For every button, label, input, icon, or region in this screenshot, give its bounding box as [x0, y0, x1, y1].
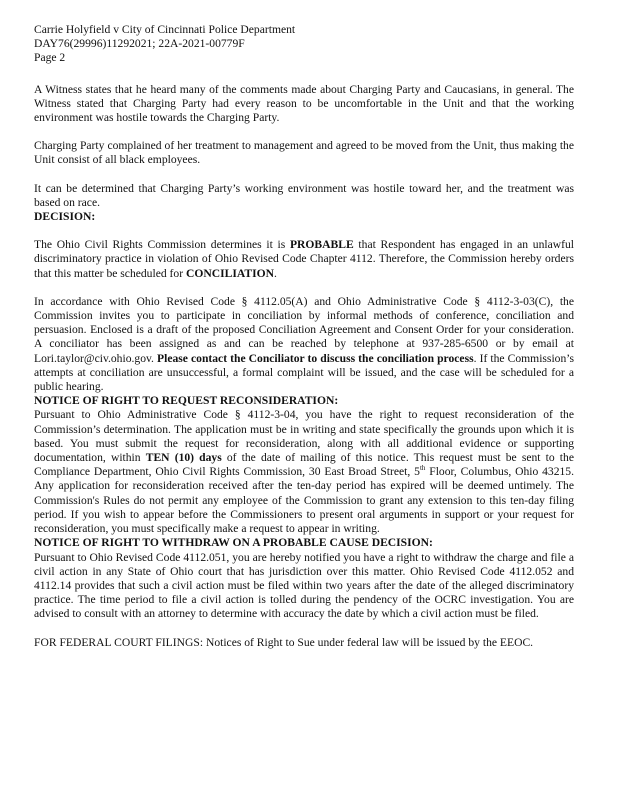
reconsideration-text-2: of the date of mailing of this notice. This request must be sent to the Compliance Department, Ohio Civil Rights Commission, 30 East Broad Street, 5 — [34, 451, 574, 479]
case-number: DAY76(29996)11292021; 22A-2021-00779F — [34, 37, 245, 51]
determined-paragraph: It can be determined that Charging Party’s working environment was hostile toward her, and the treatment was based on race. — [34, 181, 574, 209]
complained-paragraph: Charging Party complained of her treatment to management and agreed to be moved from the Unit, thus making the Unit consist of all black employees. — [34, 139, 574, 167]
decision-text-3: . — [274, 266, 277, 280]
reconsideration-paragraph — [34, 408, 574, 536]
page-number: Page 2 — [34, 51, 66, 65]
reconsideration-heading: NOTICE OF RIGHT TO REQUEST RECONSIDERATION: — [34, 394, 339, 408]
reconsideration-text-1: Pursuant to Ohio Administrative Code § 4112-3-04, you have the right to request reconsideration of the Commission’s determination. The application must be in writing and state specifically the grounds upon which it is based. You must submit the request for reconsideration, along with all additional evidence or supporting documentation, within — [34, 408, 574, 465]
decision-heading: DECISION: — [34, 210, 96, 224]
reconsideration-deadline: TEN (10) days — [145, 451, 222, 465]
case-header — [34, 23, 574, 66]
conciliation-text-1: In accordance with Ohio Revised Code § 4112.05(A) and Ohio Administrative Code § 4112-3-03(C), the Commission invites you to participate in conciliation by informal methods of conference, conciliation and persuasion. Enclosed is a draft of the proposed Conciliation Agreement and Consent Order for your consideration. A conciliator has been assigned as and can be reached by telephone at 937-285-6500 or by email at Lori.taylor@civ.ohio.gov. — [34, 294, 574, 365]
reconsideration-text-3: Floor, Columbus, Ohio 43215. Any application for reconsideration received after the ten-day period has expired will be deemed untimely. The Commission's Rules do not permit any employee of the Commission to grant any extension to this ten-day filing period. If you wish to appear before the Commissioners to present oral arguments in support or your request for reconsideration, you must specifically make a request to appear in writing. — [34, 465, 574, 536]
conciliation-text-2: . If the Commission’s attempts at conciliation are unsuccessful, a formal complaint will be issued, and the case will be scheduled for a public hearing. — [34, 351, 574, 394]
decision-conciliation: CONCILIATION — [185, 266, 275, 280]
decision-text-1: The Ohio Civil Rights Commission determines it is — [34, 238, 290, 252]
document-page — [34, 23, 574, 650]
conciliation-contact: Please contact the Conciliator to discuss the conciliation process — [157, 351, 474, 365]
floor-ordinal: th — [419, 464, 426, 473]
decision-text-2: that Respondent has engaged in an unlawful discriminatory practice in violation of Ohio Revised Code Chapter 4112. Therefore, the Commission hereby orders that this matter be scheduled for — [34, 238, 575, 280]
federal-paragraph: FOR FEDERAL COURT FILINGS: Notices of Right to Sue under federal law will be issued by the EEOC. — [34, 635, 534, 649]
witness-paragraph: A Witness states that he heard many of the comments made about Charging Party and Caucasians, in general. The Witness stated that Charging Party had every reason to be uncomfortable in the Unit and that the working environment was hostile towards the Charging Party. — [34, 82, 574, 125]
conciliation-paragraph — [34, 295, 574, 394]
withdraw-heading: NOTICE OF RIGHT TO WITHDRAW ON A PROBABLE CAUSE DECISION: — [34, 536, 433, 550]
decision-probable: PROBABLE — [289, 238, 354, 252]
withdraw-paragraph: Pursuant to Ohio Revised Code 4112.051, you are hereby notified you have a right to withdraw the charge and file a civil action in any State of Ohio court that has jurisdiction over this matter. Ohio Revised Code 4112.052 and 4112.14 provides that such a civil action must be filed within two years after the date of the alleged discriminatory practice. The time period to file a civil action is tolled during the pendency of the OCRC investigation. You are advised to consult with an attorney to determine with accuracy the date by which a civil action must be filed. — [34, 550, 574, 621]
case-title: Carrie Holyfield v City of Cincinnati Police Department — [34, 23, 296, 36]
decision-paragraph — [34, 238, 574, 281]
